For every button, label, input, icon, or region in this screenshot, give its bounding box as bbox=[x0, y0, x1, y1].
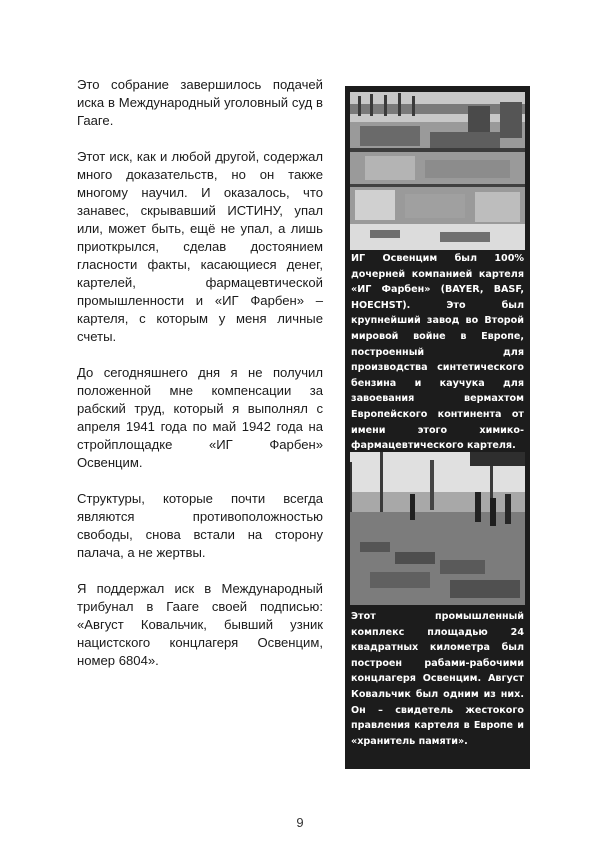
laborers-photo bbox=[350, 452, 525, 605]
factory-photo bbox=[350, 92, 525, 250]
main-text-column bbox=[77, 76, 323, 670]
page-number: 9 bbox=[296, 815, 304, 830]
sidebar-box bbox=[345, 86, 530, 769]
paragraph-3: До сегодняшнего дня я не получил положенной мне компенсации за рабский труд, который я выполнял с апреля 1941 года по май 1942 года на стройплощадке «ИГ Фарбен» Освенцим. bbox=[77, 365, 323, 470]
paragraph-4: Структуры, которые почти всегда являются противоположностью свободы, снова встали на сторону палача, а не жертвы. bbox=[77, 491, 323, 560]
paragraph-5: Я поддержал иск в Международный трибунал в Гааге своей подписью: «Август Ковальчик, бывший узник нацистского концлагеря Освенцим, номер 6804». bbox=[77, 581, 323, 668]
caption-top: ИГ Освенцим был 100% дочерней компанией картеля «ИГ Фарбен» (BAYER, BASF, HOECHST). Это был крупнейший завод во Второй мировой войне в Европе, построенный для производства синтетического бензина и каучука для завоевания вермахтом Европейского континента от имени этого химико-фармацевтического картеля. bbox=[351, 253, 524, 452]
paragraph-2: Этот иск, как и любой другой, содержал много доказательств, но он также многому научил. И оказалось, что занавес, скрывавший ИСТИНУ, упал или, может быть, ещё не упал, а лишь приоткрылся, сделав достоянием гласности факты, касающиеся денег, картелей, фармацевтической промышленности и «ИГ Фарбен» – картеля, с которым у меня личные счеты. bbox=[77, 149, 323, 344]
paragraph-1: Это собрание завершилось подачей иска в Международный уголовный суд в Гааге. bbox=[77, 77, 323, 128]
caption-bottom: Этот промышленный комплекс площадью 24 квадратных километра был построен рабами-рабочими концлагеря Освенцим. Август Ковальчик был одним из них. Он – свидетель жестокого правления картеля в Европе и «хранитель памяти». bbox=[351, 611, 524, 747]
